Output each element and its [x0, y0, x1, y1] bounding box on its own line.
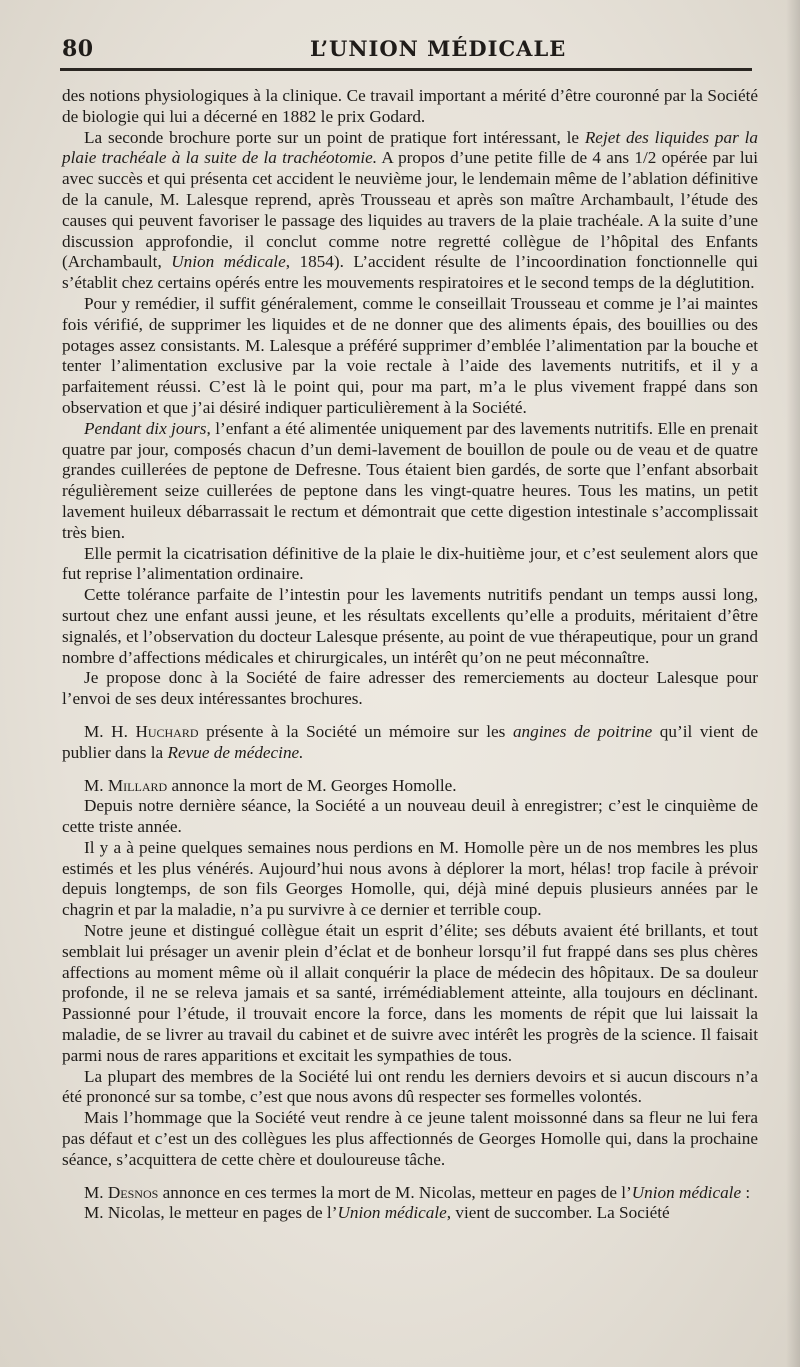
paragraph: Notre jeune et distingué collègue était un esprit d’élite; ses débuts avaient été brillants, et tout semblait lui présager un avenir plein d’éclat et de bonheur lorsqu’il fut frappé dans ses plus chères affections au moment même où il allait conquérir la place de médecin des hôpitaux. De sa douleur profonde, il ne se releva jamais et sa santé, irrémédiablement atteinte, alla toujours en déclinant. Passionné pour l’étude, il trouvait encore la force, dans les moments de répit que lui laissait la maladie, de se livrer au travail du cabinet et de suivre avec intérêt les progrès de la science. Il faisait parmi nous de rares apparitions et excitait les sympathies de tous.: [62, 921, 758, 1065]
article-body: [62, 86, 758, 1224]
paragraph: Je propose donc à la Société de faire adresser des remerciements au docteur Lalesque pour l’envoi de ses deux intéressantes brochures.: [62, 668, 758, 709]
paragraph: M. Desnos annonce en ces termes la mort de M. Nicolas, metteur en pages de l’Union médicale :: [84, 1182, 751, 1202]
paragraph: Mais l’hommage que la Société veut rendre à ce jeune talent moissonné dans sa fleur ne lui fera pas défaut et c’est un des collègues les plus affectionnés de Georges Homolle qui, dans la prochaine séance, s’acquittera de cette chère et douloureuse tâche.: [62, 1108, 758, 1169]
paragraph: Il y a à peine quelques semaines nous perdions en M. Homolle père un de nos membres les plus estimés et les plus vénérés. Aujourd’hui nous avons à déplorer la mort, hélas! trop facile à prévoir depuis longtemps, de son fils Georges Homolle, qui, déjà miné depuis plusieurs années par le chagrin et par la maladie, n’a pu survivre à ce dernier et terrible coup.: [62, 837, 758, 920]
paragraph: Cette tolérance parfaite de l’intestin pour les lavements nutritifs pendant un temps aussi long, surtout chez une enfant aussi jeune, et les résultats excellents qu’elle a produits, méritaient d’être signalés, et l’observation du docteur Lalesque présente, au point de vue thérapeutique, pour un grand nombre d’affections médicales et chirurgicales, un intérêt qu’on ne peut méconnaître.: [62, 585, 758, 667]
page-number: 80: [62, 36, 94, 62]
paragraph: Pendant dix jours, l’enfant a été alimentée uniquement par des lavements nutritifs. Elle en prenait quatre par jour, composés chacun d’un demi-lavement de bouillon de poule ou de veau et de quatre grandes cuillerées de peptone de Defresne. Tous étaient bien gardés, de sorte que l’enfant absorbait régulièrement seize cuillerées de peptone dans les vingt-quatre heures. Tous les matins, un petit lavement huileux débarrassait le rectum et démontrait que cette digestion intestinale s’accomplissait très bien.: [62, 418, 758, 542]
paragraph: La plupart des membres de la Société lui ont rendu les derniers devoirs et si aucun discours n’a été prononcé sur sa tombe, c’est que nous avons dû respecter ses formelles volontés.: [62, 1066, 758, 1107]
paragraph: M. Nicolas, le metteur en pages de l’Union médicale, vient de succomber. La Société: [84, 1203, 670, 1223]
paragraph: M. Millard annonce la mort de M. Georges Homolle.: [84, 775, 457, 795]
paragraph: Pour y remédier, il suffit généralement, comme le conseillait Trousseau et comme je l’ai maintes fois vérifié, de supprimer les liquides et de ne donner que des aliments épais, des bouillies ou des potages assez consistants. M. Lalesque a préféré supprimer d’emblée l’alimentation par la bouche et tenter l’alimentation exclusive par la voie rectale à l’aide des lavements nutritifs, et il y a parfaitement réussi. C’est là le point qui, pour ma part, m’a le plus vivement frappé dans son observation et que j’ai désiré indiquer particulièrement à la Société.: [62, 293, 758, 417]
paragraph: La seconde brochure porte sur un point de pratique fort intéressant, le Rejet des liquides par la plaie trachéale à la suite de la trachéotomie. A propos d’une petite fille de 4 ans 1/2 opérée par lui avec succès et qui présenta cet accident le neuvième jour, le lendemain même de l’ablation définitive de la canule, M. Lalesque reprend, après Trousseau et après son maître Archambault, l’étude des causes qui peuvent favoriser le passage des liquides au travers de la plaie trachéale. A la suite d’une discussion approfondie, il conclut comme notre regretté collègue de l’hôpital des Enfants (Archambault, Union médicale, 1854). L’accident résulte de l’incoordination fonctionnelle qui s’établit chez certains opérés entre les mouvements respiratoires et le second temps de la déglutition.: [62, 127, 758, 293]
paragraph: Elle permit la cicatrisation définitive de la plaie le dix-huitième jour, et c’est seulement alors que fut reprise l’alimentation ordinaire.: [62, 543, 758, 584]
page-edge-shadow: [786, 0, 800, 1367]
paragraph: Depuis notre dernière séance, la Société a un nouveau deuil à enregistrer; c’est le cinquième de cette triste année.: [62, 796, 758, 837]
running-title: L’UNION MÉDICALE: [310, 36, 567, 61]
paragraph: des notions physiologiques à la clinique. Ce travail important a mérité d’être couronné par la Société de biologie qui lui a décerné en 1882 le prix Godard.: [62, 86, 758, 126]
page-header: [62, 36, 752, 66]
header-rule: [60, 68, 752, 71]
paragraph: M. H. Huchard présente à la Société un mémoire sur les angines de poitrine qu’il vient de publier dans la Revue de médecine.: [62, 721, 758, 762]
